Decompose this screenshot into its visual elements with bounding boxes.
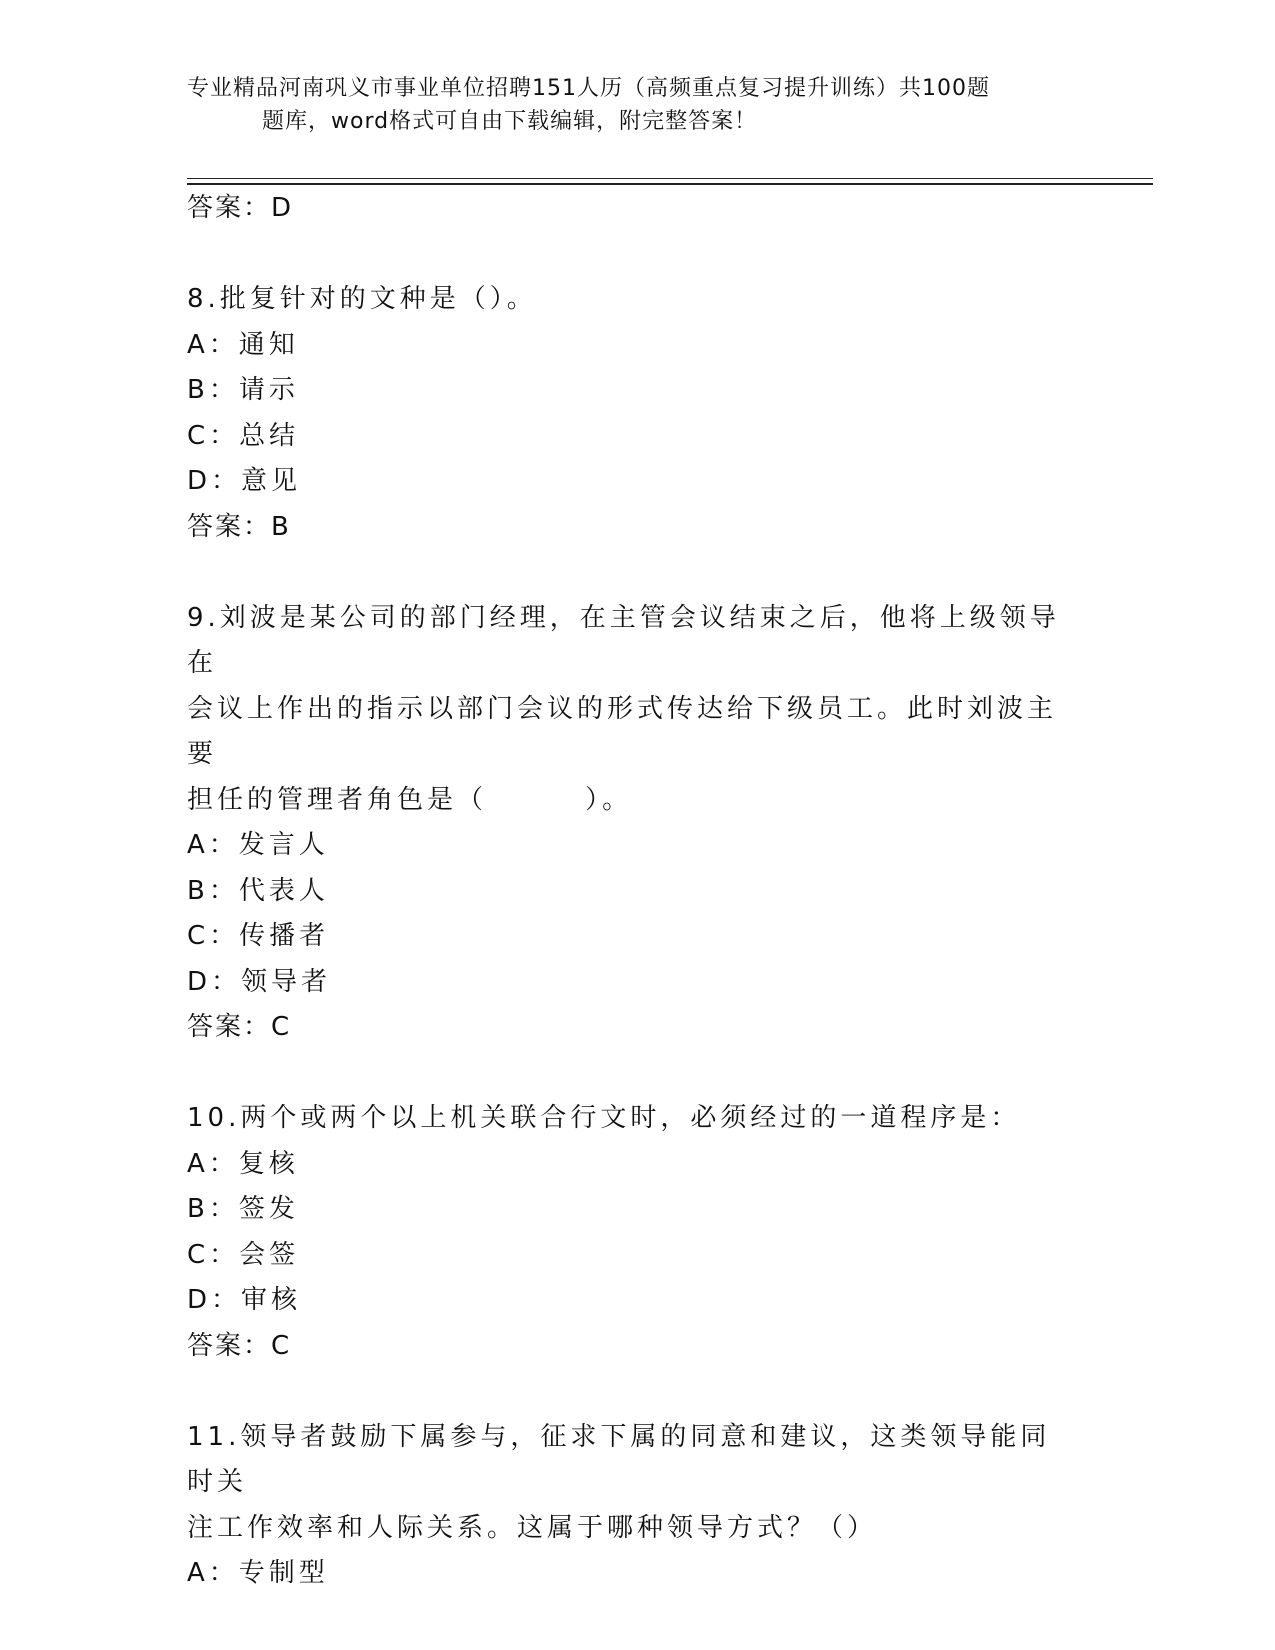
question-stem-line: 担任的管理者角色是（ ）。 bbox=[187, 784, 633, 815]
question-stem bbox=[187, 277, 1067, 323]
question-stem-line: 会议上作出的指示以部门会议的形式传达给下级员工。此时刘波主要 bbox=[187, 693, 1058, 769]
answer-line: 答案：D bbox=[187, 193, 294, 223]
option-d: D：意见 bbox=[187, 466, 302, 496]
question-stem-line: 9.刘波是某公司的部门经理，在主管会议结束之后，他将上级领导在 bbox=[187, 602, 1060, 678]
question-block bbox=[187, 596, 1087, 1051]
answer-line: 答案：C bbox=[187, 1330, 292, 1361]
option-a: A：复核 bbox=[187, 1148, 299, 1179]
header-title-line-1: 专业精品河南巩义市事业单位招聘151人历（高频重点复习提升训练）共100题 bbox=[187, 76, 990, 101]
question-stem-line: 11.领导者鼓励下属参与，征求下属的同意和建议，这类领导能同时关 bbox=[187, 1421, 1051, 1497]
spacer bbox=[187, 550, 1087, 596]
option-c: C：会签 bbox=[187, 1239, 300, 1270]
page-header bbox=[187, 72, 1087, 138]
spacer bbox=[187, 1051, 1087, 1097]
question-stem bbox=[187, 1096, 1067, 1142]
answer-line: 答案：C bbox=[187, 1012, 292, 1042]
option-c: C：传播者 bbox=[187, 921, 330, 951]
option-b: B：请示 bbox=[187, 375, 299, 405]
question-stem bbox=[187, 596, 1067, 824]
question-block bbox=[187, 277, 1087, 550]
option-a: A：专制型 bbox=[187, 1558, 329, 1588]
header-title-line-2: 题库，word格式可自由下载编辑，附完整答案！ bbox=[262, 109, 758, 134]
option-b: B：代表人 bbox=[187, 875, 329, 906]
option-b: B：签发 bbox=[187, 1194, 299, 1224]
option-c: C：总结 bbox=[187, 420, 300, 451]
option-a: A：发言人 bbox=[187, 830, 329, 860]
question-stem-line: 8.批复针对的文种是（）。 bbox=[187, 284, 537, 314]
question-block bbox=[187, 1415, 1087, 1597]
spacer bbox=[187, 1369, 1087, 1415]
question-stem bbox=[187, 1415, 1067, 1552]
option-d: D：领导者 bbox=[187, 966, 332, 997]
header-rule-thick bbox=[187, 183, 1153, 185]
header-rule-thin bbox=[187, 178, 1153, 179]
option-d: D：审核 bbox=[187, 1285, 302, 1315]
answer-line: 答案：B bbox=[187, 511, 291, 542]
option-a: A：通知 bbox=[187, 329, 299, 360]
question-block bbox=[187, 1096, 1087, 1369]
question-list bbox=[187, 186, 1087, 1597]
question-stem-line: 10.两个或两个以上机关联合行文时，必须经过的一道程序是： bbox=[187, 1103, 1021, 1133]
spacer bbox=[187, 232, 1087, 278]
question-stem-line: 注工作效率和人际关系。这属于哪种领导方式？（） bbox=[187, 1512, 878, 1543]
